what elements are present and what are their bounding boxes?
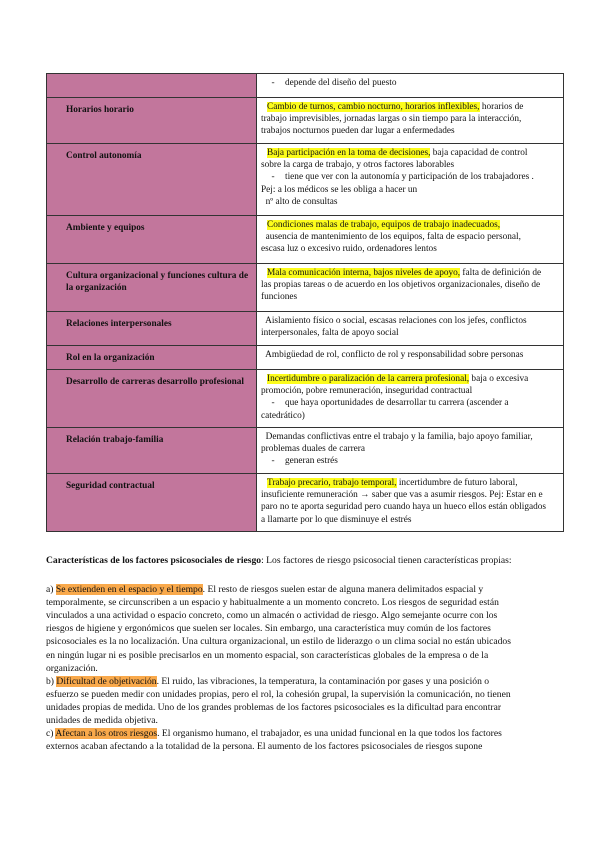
table-row xyxy=(47,144,564,216)
highlighted-text: Condiciones malas de trabajo, equipos de trabajo inadecuados, xyxy=(267,220,501,230)
section-title xyxy=(46,554,566,567)
item-line: riesgos de higiene y ergonómicos que suelen ser locales. Sin embargo, una característica muy común de los factores xyxy=(46,623,491,635)
description-line: interpersonales, falta de apoyo social xyxy=(261,328,399,339)
description-cell xyxy=(257,346,564,370)
description-line xyxy=(261,373,560,385)
section-title-bold: Características de los factores psicosociales de riesgo xyxy=(46,555,262,566)
highlighted-text: Baja participación en la toma de decisiones, xyxy=(267,148,431,158)
item-label: a) xyxy=(46,584,54,596)
highlighted-text: Trabajo precario, trabajo temporal, xyxy=(267,478,397,488)
characteristics-section xyxy=(46,554,566,753)
description-line: Demandas conflictivas entre el trabajo y la familia, bajo apoyo familiar, xyxy=(261,432,533,442)
description-cell xyxy=(257,370,564,428)
item-line: esfuerzo se pueden medir con unidades propias, pero el rol, la cohesión grupal, la supervisión la comunicación, no tienen xyxy=(46,688,511,700)
description-line: promoción, pobre remuneración, inseguridad contractual xyxy=(261,386,473,397)
line-text: falta de definición de xyxy=(460,268,542,278)
description-line xyxy=(261,267,560,279)
characteristic-item xyxy=(46,727,566,753)
highlighted-text: Incertidumbre o paralización de la carrera profesional, xyxy=(267,374,470,384)
factor-cell xyxy=(47,74,257,98)
item-line: unidades de medida objetiva. xyxy=(46,715,158,727)
table-row xyxy=(47,346,564,370)
factor-cell: Cultura organizacional y funciones cultura de la organización xyxy=(47,264,257,312)
description-line: las propias tareas o de acuerdo en los objetivos organizacionales, diseño de xyxy=(261,280,541,291)
description-line xyxy=(261,219,560,231)
description-line: trabajos nocturnos pueden dar lugar a enfermedades xyxy=(261,126,455,137)
bullet-dash-icon: - xyxy=(271,172,275,183)
description-cell xyxy=(257,428,564,474)
description-line xyxy=(261,477,560,489)
item-line: en ningún lugar ni es posible precisarlos en un momento espacial, son características globales de la empresa o de la xyxy=(46,649,489,661)
characteristic-item xyxy=(46,675,566,727)
description-line: ausencia de mantenimiento de los equipos, falta de espacio personal, xyxy=(261,232,521,243)
table-row xyxy=(47,74,564,98)
line-text: tiene que ver con la autonomía y participación de los trabajadores . xyxy=(285,172,534,183)
table-row xyxy=(47,370,564,428)
description-line: insuficiente remuneración → saber que vas a asumir riesgos. Pej: Estar en e xyxy=(261,490,543,501)
line-text: que haya oportunidades de desarrollar tu carrera (ascender a xyxy=(285,398,509,409)
item-line: vinculados a una actividad o espacio concreto, como un almacén o actividad de riesgo. Algo semejante ocurre con los xyxy=(46,610,498,622)
factor-cell: Control autonomía xyxy=(47,144,257,216)
item-label: b) xyxy=(46,675,54,687)
description-cell xyxy=(257,216,564,264)
description-line: escasa luz o excesivo ruido, ordenadores lentos xyxy=(261,244,437,255)
table-row xyxy=(47,312,564,346)
table-row xyxy=(47,474,564,532)
factor-cell: Horarios horario xyxy=(47,98,257,144)
description-line: Aislamiento físico o social, escasas relaciones con los jefes, conflictos xyxy=(261,316,527,326)
line-text: horarios de xyxy=(479,102,524,112)
description-line xyxy=(261,397,560,409)
description-line: problemas duales de carrera xyxy=(261,444,366,455)
highlighted-text: Cambio de turnos, cambio nocturno, horarios inflexibles, xyxy=(267,102,480,112)
item-line: psicosociales es la no localización. Una cultura organizacional, un estilo de liderazgo o un clima social no están ubicados xyxy=(46,636,511,648)
line-text: depende del diseño del puesto xyxy=(285,78,397,88)
factor-cell: Relación trabajo-familia xyxy=(47,428,257,474)
item-line: unidades propias de medida. Uno de los grandes problemas de los factores psicosociales es la dificultad para encontrar xyxy=(46,701,502,713)
table-row xyxy=(47,264,564,312)
line-text: generan estrés xyxy=(285,456,338,467)
description-line: Ambigüedad de rol, conflicto de rol y responsabilidad sobre personas xyxy=(261,350,524,360)
highlighted-text: Mala comunicación interna, bajos niveles de apoyo, xyxy=(267,268,461,278)
factor-cell: Desarrollo de carreras desarrollo profesional xyxy=(47,370,257,428)
description-cell xyxy=(257,312,564,346)
table-row xyxy=(47,428,564,474)
description-cell xyxy=(257,98,564,144)
factor-cell: Seguridad contractual xyxy=(47,474,257,532)
line-text: incertidumbre de futuro laboral, xyxy=(396,478,518,488)
description-line: trabajo imprevisibles, jornadas largas o sin tiempo para la interacción, xyxy=(261,114,522,125)
characteristic-item xyxy=(46,583,566,675)
description-line xyxy=(261,77,560,89)
description-line: catedrático) xyxy=(261,410,305,421)
description-cell xyxy=(257,474,564,532)
description-line: nº alto de consultas xyxy=(261,196,338,207)
risk-factors-table xyxy=(46,73,564,532)
description-line: sobre la carga de trabajo, y otros factores laborables xyxy=(261,160,455,171)
line-text: baja capacidad de control xyxy=(430,148,528,158)
item-line: temporalmente, se circunscriben a un espacio y habitualmente a un momento concreto. Los riesgos de seguridad están xyxy=(46,597,499,609)
description-line xyxy=(261,455,560,467)
description-line xyxy=(261,147,560,159)
description-cell xyxy=(257,74,564,98)
line-text: baja o excesiva xyxy=(469,374,529,384)
factor-cell: Relaciones interpersonales xyxy=(47,312,257,346)
table-row xyxy=(47,216,564,264)
description-cell xyxy=(257,264,564,312)
item-line: organización. xyxy=(46,662,98,674)
item-line: . El resto de riesgos suelen estar de alguna manera delimitados espacial y xyxy=(202,584,484,596)
description-line xyxy=(261,101,560,113)
description-line xyxy=(261,171,560,183)
description-line: Pej: a los médicos se les obliga a hacer un xyxy=(261,184,418,195)
item-highlight: Se extienden en el espacio y el tiempo xyxy=(55,584,203,596)
item-highlight: Dificultad de objetivación xyxy=(56,675,157,687)
table-row xyxy=(47,98,564,144)
item-line: . El organismo humano, el trabajador, es una unidad funcional en la que todos los factores xyxy=(157,728,502,740)
bullet-dash-icon: - xyxy=(271,398,275,409)
bullet-dash-icon: - xyxy=(271,78,275,88)
section-title-rest: : Los factores de riesgo psicosocial tienen características propias: xyxy=(261,555,512,566)
item-line: externos acaban afectando a la totalidad de la persona. El aumento de los factores psicosociales de riesgos supone xyxy=(46,741,483,753)
description-line: funciones xyxy=(261,292,298,303)
factor-cell: Rol en la organización xyxy=(47,346,257,370)
item-line: . El ruido, las vibraciones, la temperatura, la contaminación por gases y una posición o xyxy=(156,675,490,687)
item-label: c) xyxy=(46,728,54,740)
description-line: a llamarte por lo que disminuye el estrés xyxy=(261,514,412,525)
item-highlight: Afectan a los otros riesgos xyxy=(55,728,158,740)
description-cell xyxy=(257,144,564,216)
factor-cell: Ambiente y equipos xyxy=(47,216,257,264)
bullet-dash-icon: - xyxy=(271,456,275,467)
description-line: paro no te aporta seguridad pero cuando haya un hueco ellos están obligados xyxy=(261,502,547,513)
